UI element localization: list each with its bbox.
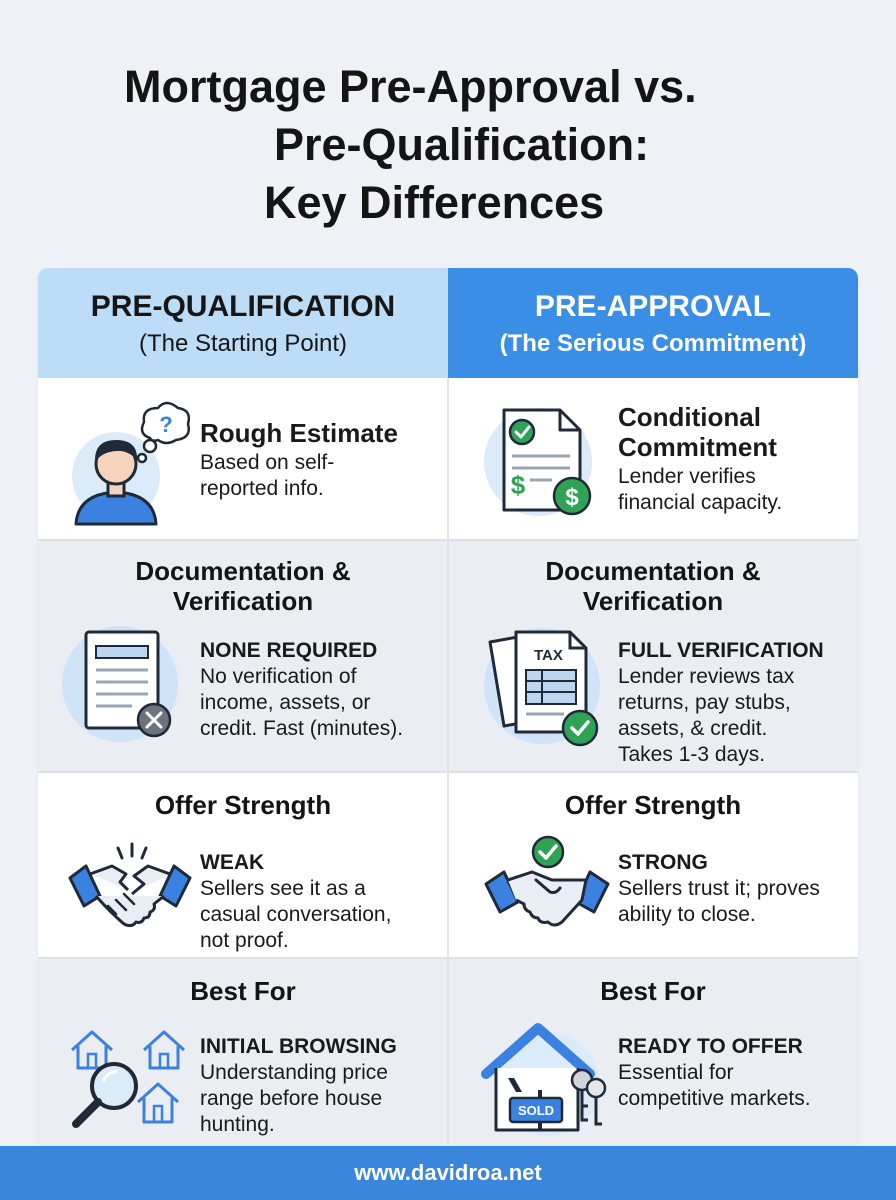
row-divider [38, 957, 858, 959]
svg-text:?: ? [159, 412, 173, 437]
svg-text:TAX: TAX [534, 647, 563, 664]
footer-link[interactable]: www.davidroa.net [354, 1160, 542, 1185]
verification-label: FULL VERIFICATION [618, 639, 824, 662]
pre-approval-header [448, 268, 858, 378]
estimate-title: Rough Estimate [200, 418, 398, 448]
best-for-offer-label: READY TO OFFER [618, 1035, 803, 1058]
offer-strong-text [618, 850, 854, 928]
row-divider [38, 771, 858, 773]
documentation-label: NONE REQUIRED [200, 639, 378, 662]
verified-document-icon [482, 396, 602, 522]
best-for-browsing-text [200, 1034, 446, 1138]
column-heading: PRE-QUALIFICATION [90, 290, 396, 323]
svg-text:$: $ [510, 470, 526, 500]
verification-desc-line: returns, pay stubs, [618, 691, 791, 714]
svg-text:$: $ [565, 484, 579, 511]
pre-approval-documentation-cell [448, 540, 858, 772]
offer-section-title: Offer Strength [154, 790, 332, 820]
estimate-desc-line: Based on self- [200, 451, 335, 474]
thinking-person-icon [68, 400, 192, 526]
pre-qualification-estimate-cell [38, 378, 448, 540]
commitment-desc-line: Lender verifies [618, 465, 756, 488]
page-title [0, 58, 896, 238]
offer-weak-desc-line: casual conversation, [200, 903, 392, 926]
offer-strong-desc-line: Sellers trust it; proves [618, 877, 820, 900]
documentation-desc-line: No verification of [200, 665, 357, 688]
best-for-section-title: Best For [600, 976, 706, 1006]
verification-desc-line: Lender reviews tax [618, 665, 795, 688]
offer-weak-label: WEAK [200, 851, 265, 874]
best-for-section-title: Best For [190, 976, 296, 1006]
pre-approval-best-for-cell [448, 958, 858, 1146]
offer-weak-desc-line: Sellers see it as a [200, 877, 366, 900]
best-for-offer-desc-line: competitive markets. [618, 1087, 811, 1110]
offer-section-title: Offer Strength [564, 790, 742, 820]
documentation-section-title [448, 556, 858, 616]
best-for-browsing-desc-line: Understanding price [200, 1061, 388, 1084]
column-subheading: (The Serious Commitment) [499, 330, 807, 357]
offer-strong-desc-line: ability to close. [618, 903, 756, 926]
best-for-browsing-desc-line: range before house [200, 1087, 383, 1110]
pre-qualification-documentation-cell [38, 540, 448, 772]
section-title-line: Verification [582, 586, 724, 616]
pre-qualification-offer-cell [38, 772, 448, 958]
documentation-section-title [38, 556, 448, 616]
documentation-desc-line: credit. Fast (minutes). [200, 717, 404, 740]
verification-desc-line: assets, & credit. [618, 717, 768, 740]
title-line-2: Pre-Qualification: [274, 119, 650, 170]
handshake-check-icon [482, 830, 612, 940]
pre-qualification-header [38, 268, 448, 378]
column-subheading: (The Starting Point) [138, 330, 348, 357]
section-title-line: Documentation & [545, 556, 761, 586]
broken-handshake-icon [66, 838, 194, 938]
column-divider [447, 378, 449, 1146]
best-for-offer-desc-line: Essential for [618, 1061, 734, 1084]
offer-strong-label: STRONG [618, 851, 708, 874]
pre-approval-commitment-cell [448, 378, 858, 540]
commitment-title-line: Conditional [618, 402, 761, 432]
section-title-line: Documentation & [135, 556, 351, 586]
estimate-desc-line: reported info. [200, 477, 324, 500]
commitment-title-line: Commitment [618, 432, 777, 462]
title-line-3: Key Differences [264, 177, 605, 228]
offer-weak-desc-line: not proof. [200, 929, 289, 952]
documentation-desc-line: income, assets, or [200, 691, 371, 714]
best-for-offer-text [618, 1034, 854, 1112]
best-for-browsing-label: INITIAL BROWSING [200, 1035, 397, 1058]
title-line-1: Mortgage Pre-Approval vs. [124, 61, 697, 112]
footer-url[interactable] [0, 1146, 896, 1200]
documentation-text [200, 638, 446, 742]
commitment-desc-line: financial capacity. [618, 491, 783, 514]
sold-house-keys-icon [478, 1018, 610, 1138]
sold-sign-label: SOLD [517, 1103, 555, 1118]
best-for-browsing-desc-line: hunting. [200, 1113, 275, 1136]
tax-documents-check-icon [476, 620, 610, 756]
column-heading: PRE-APPROVAL [534, 290, 772, 323]
estimate-text [200, 418, 440, 502]
verification-desc-line: Takes 1-3 days. [618, 743, 766, 766]
document-x-icon [62, 624, 194, 748]
pre-qualification-best-for-cell [38, 958, 448, 1146]
row-divider [38, 539, 858, 541]
section-title-line: Verification [172, 586, 314, 616]
commitment-text [618, 402, 854, 516]
comparison-table [38, 268, 858, 1146]
houses-magnifier-icon [66, 1018, 192, 1132]
verification-text [618, 638, 854, 768]
pre-approval-offer-cell [448, 772, 858, 958]
offer-weak-text [200, 850, 446, 954]
